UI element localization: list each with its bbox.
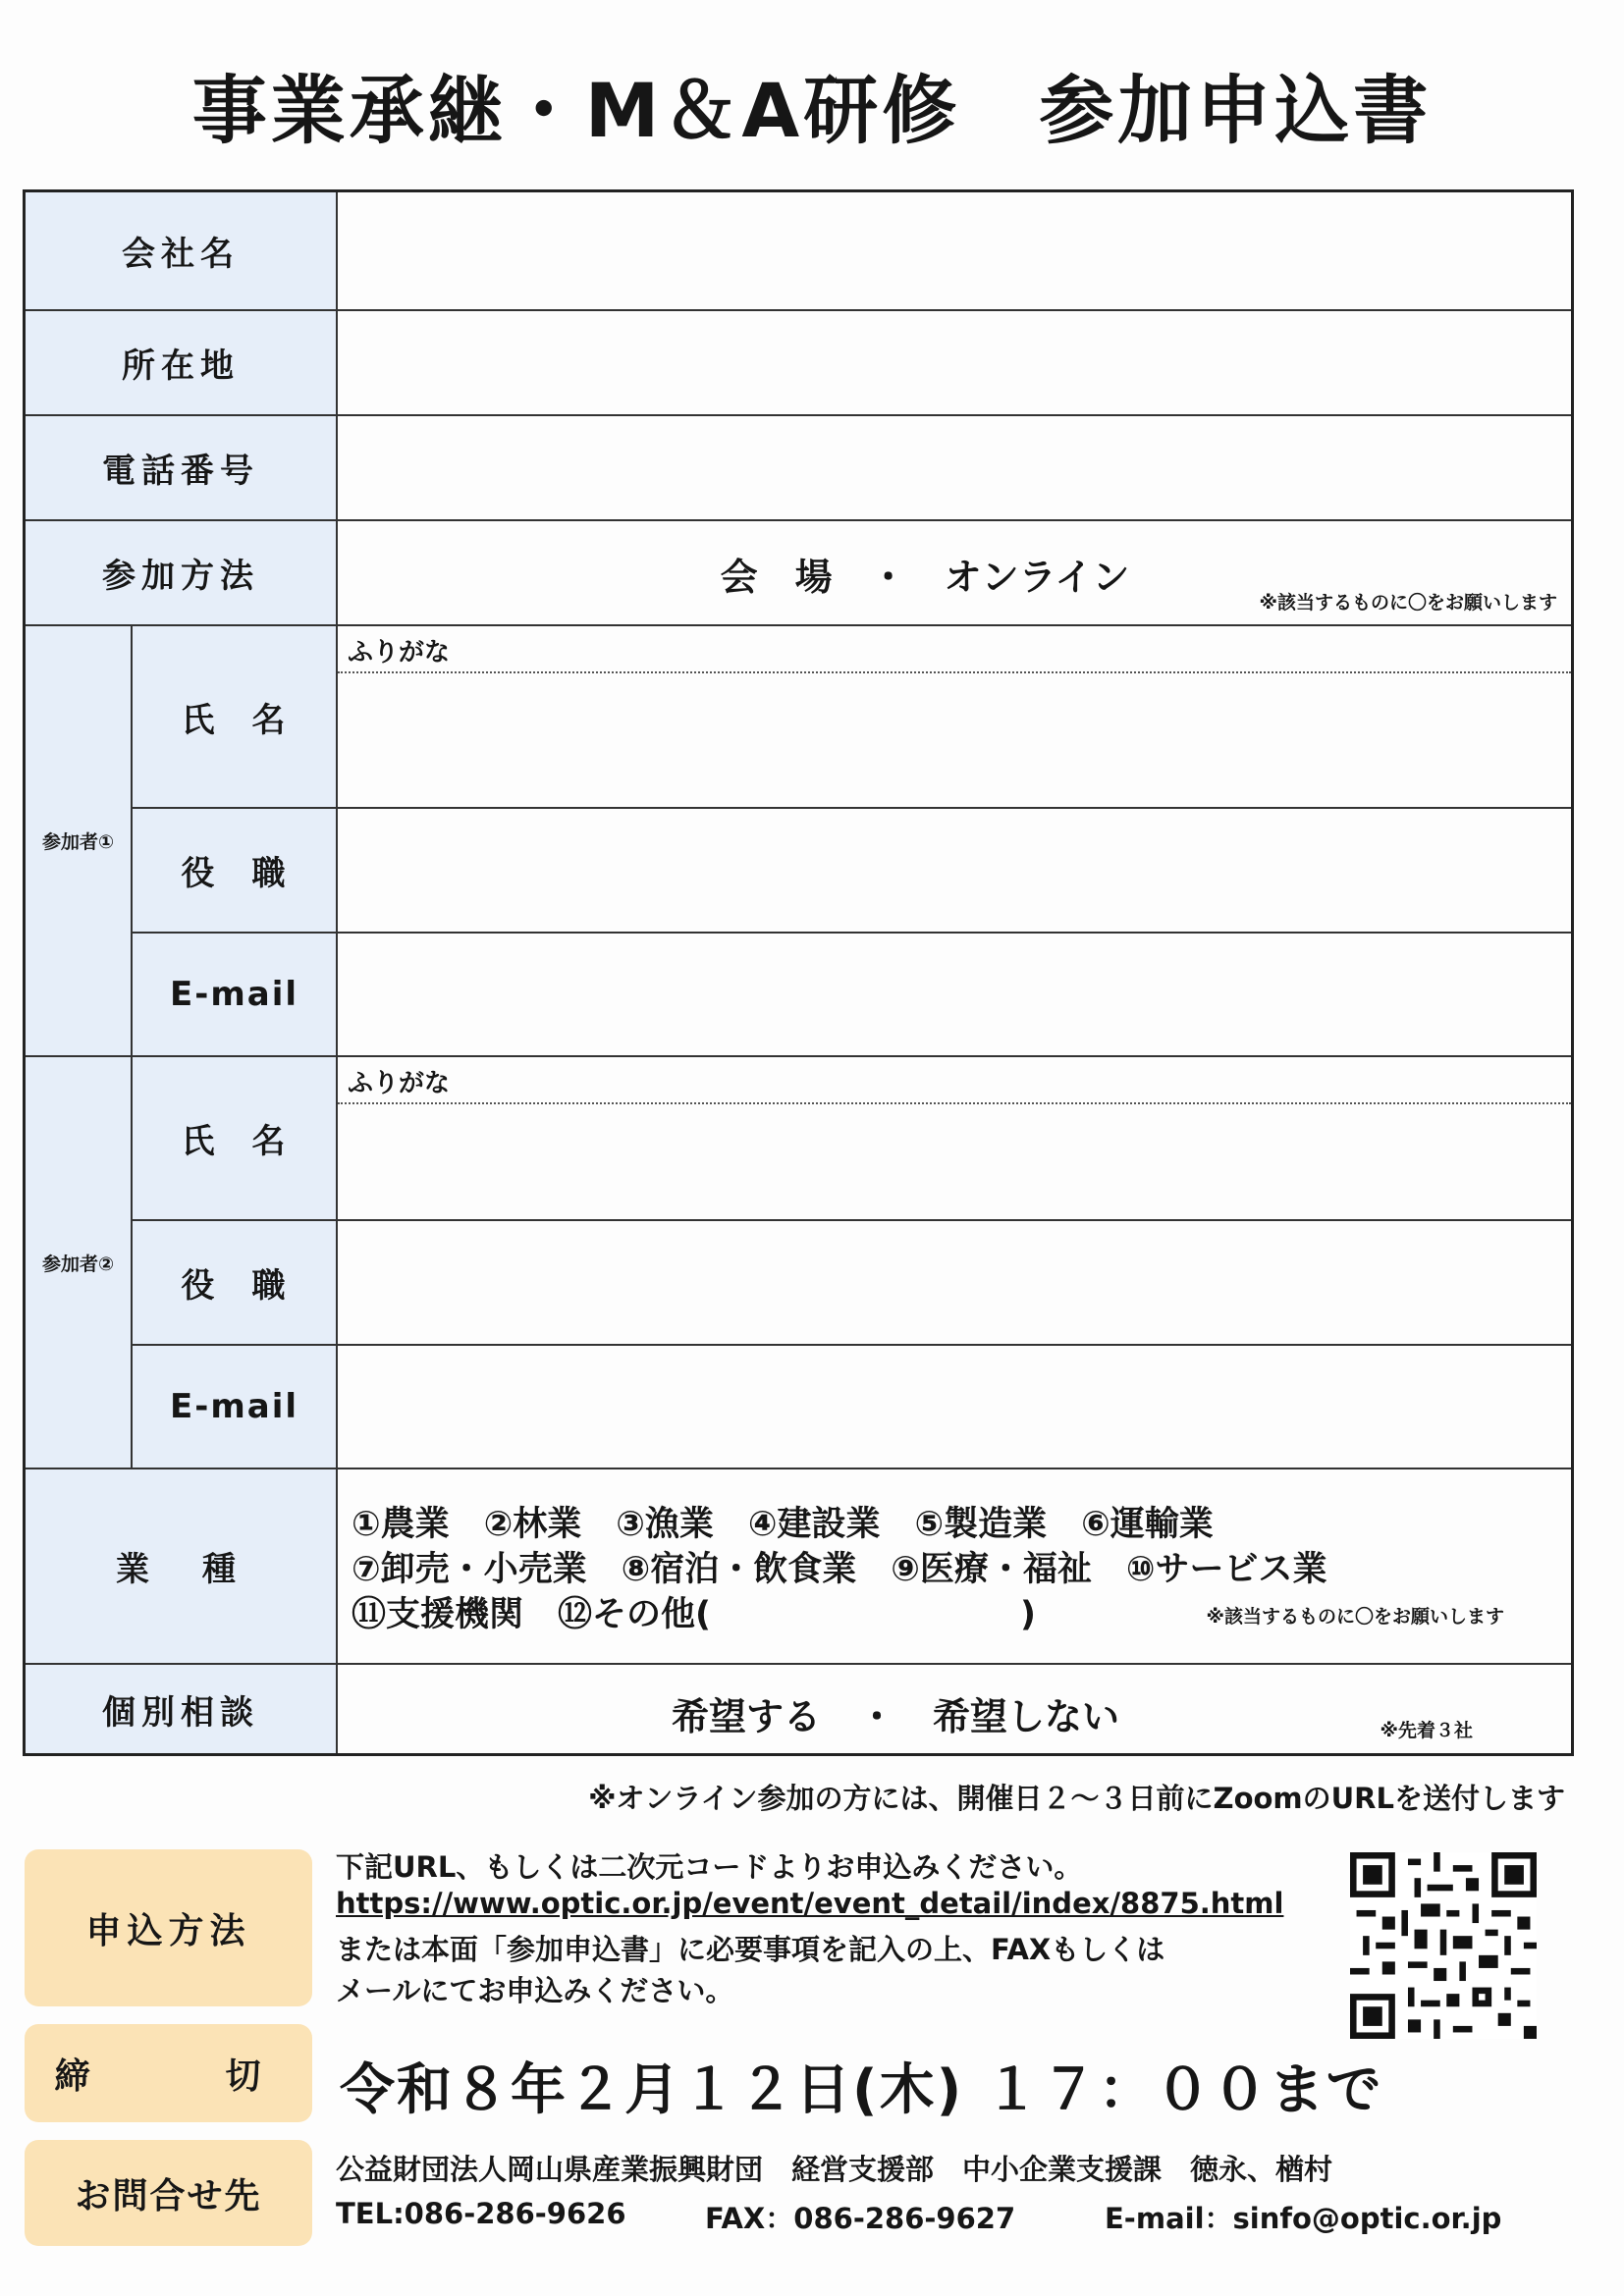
participant2-label: 参加者②	[26, 1057, 131, 1469]
method-row	[26, 521, 1571, 626]
p2-name-label: 氏 名	[131, 1057, 338, 1219]
p2-name-row	[131, 1057, 1571, 1221]
p1-name-label: 氏 名	[131, 626, 338, 807]
p2-position-field[interactable]	[338, 1221, 1571, 1344]
address-field[interactable]	[338, 311, 1571, 414]
industry-label: 業 種	[26, 1469, 338, 1663]
contact-tel: TEL:086-286-9626	[336, 2197, 626, 2230]
phone-label: 電話番号	[26, 416, 338, 519]
page-title: 事業承継・M＆A研修 参加申込書	[191, 67, 1433, 154]
company-row	[26, 192, 1571, 311]
p2-email-row	[131, 1346, 1571, 1469]
contact-tag: お問合せ先	[25, 2140, 312, 2246]
phone-field[interactable]	[338, 416, 1571, 519]
p2-name-field[interactable]	[338, 1057, 1571, 1219]
p1-email-field[interactable]	[338, 934, 1571, 1055]
p1-name-row	[131, 626, 1571, 809]
apply-url-link[interactable]: https://www.optic.or.jp/event/event_detail/index/8875.html	[336, 1887, 1284, 1920]
apply-line-3: または本面「参加申込書」に必要事項を記入の上、FAXもしくは	[336, 1933, 1165, 1966]
address-label: 所在地	[26, 311, 338, 414]
company-field[interactable]	[338, 192, 1571, 309]
p1-furigana-divider	[338, 671, 1571, 673]
p2-furigana-label: ふりがな	[348, 1069, 451, 1098]
address-row	[26, 311, 1571, 416]
p1-position-label: 役 職	[131, 809, 338, 932]
apply-line-1: 下記URL、もしくは二次元コードよりお申込みください。	[336, 1850, 1083, 1884]
consult-row	[26, 1665, 1571, 1753]
p2-position-label: 役 職	[131, 1221, 338, 1344]
consult-label: 個別相談	[26, 1665, 338, 1753]
industry-line-3: ⑪支援機関 ⑫その他( )	[352, 1595, 1036, 1634]
p1-position-row	[131, 809, 1571, 934]
apply-method-tag: 申込方法	[25, 1849, 312, 2006]
contact-org: 公益財団法人岡山県産業振興財団 経営支援部 中小企業支援課 徳永、楢村	[336, 2153, 1333, 2186]
p1-position-field[interactable]	[338, 809, 1571, 932]
p1-name-field[interactable]	[338, 626, 1571, 807]
participant1-label: 参加者①	[26, 626, 131, 1057]
application-form	[23, 189, 1574, 1756]
industry-row	[26, 1469, 1571, 1665]
p2-furigana-divider	[338, 1102, 1571, 1104]
contact-email[interactable]: E-mail：sinfo@optic.or.jp	[1105, 2202, 1502, 2235]
p2-email-field[interactable]	[338, 1346, 1571, 1468]
method-options: 会 場 ・ オンライン	[720, 556, 1130, 599]
p1-email-label: E-mail	[131, 934, 338, 1055]
deadline-value: 令和８年２月１２日(木) １７：００まで	[340, 2058, 1383, 2122]
p2-email-label: E-mail	[131, 1346, 338, 1468]
company-label: 会社名	[26, 192, 338, 309]
p1-email-row	[131, 934, 1571, 1057]
industry-line-2: ⑦卸売・小売業 ⑧宿泊・飲食業 ⑨医療・福祉 ⑩サービス業	[352, 1550, 1327, 1589]
contact-fax: FAX：086-286-9627	[705, 2202, 1016, 2235]
method-field[interactable]	[338, 521, 1571, 624]
consult-note: ※先着３社	[1380, 1720, 1473, 1741]
consult-field[interactable]	[338, 1665, 1571, 1753]
method-label: 参加方法	[26, 521, 338, 624]
method-note: ※該当するものに〇をお願いします	[1259, 592, 1557, 614]
industry-note: ※該当するものに〇をお願いします	[1206, 1606, 1504, 1628]
phone-row	[26, 416, 1571, 521]
consult-options: 希望する ・ 希望しない	[671, 1695, 1119, 1738]
apply-line-4: メールにてお申込みください。	[336, 1974, 734, 2007]
p2-position-row	[131, 1221, 1571, 1346]
deadline-tag: 締 切	[25, 2024, 312, 2122]
qr-code-icon[interactable]	[1350, 1852, 1537, 2039]
p1-furigana-label: ふりがな	[348, 638, 451, 667]
industry-field[interactable]	[338, 1469, 1571, 1663]
industry-line-1: ①農業 ②林業 ③漁業 ④建設業 ⑤製造業 ⑥運輸業	[352, 1505, 1214, 1544]
online-note: ※オンライン参加の方には、開催日２～３日前にZoomのURLを送付します	[588, 1782, 1565, 1815]
